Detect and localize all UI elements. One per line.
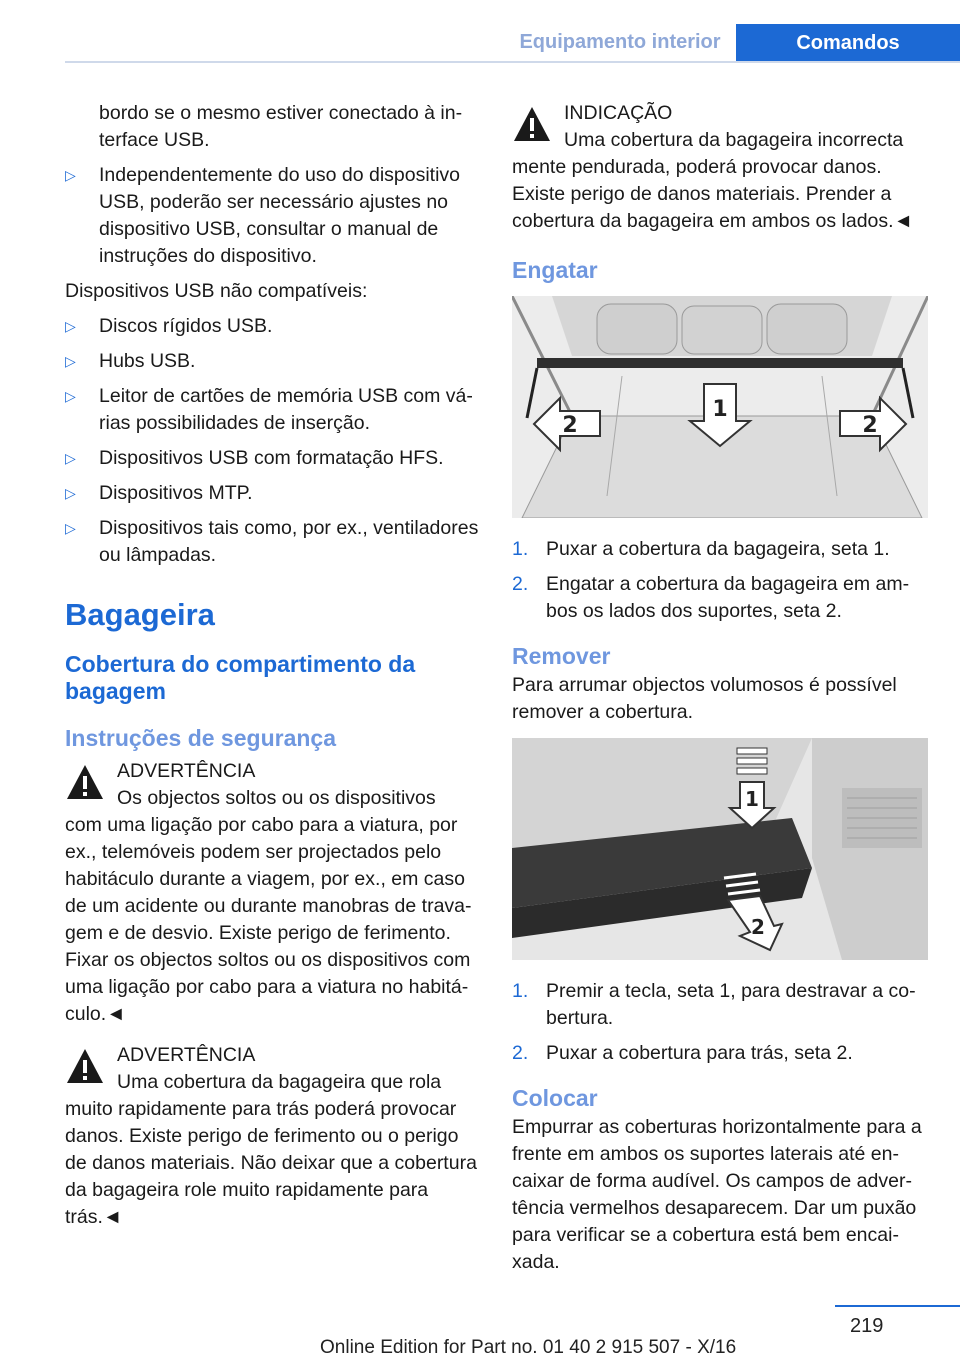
engatar-heading: Engatar [512,257,598,283]
triangle-bullet-icon: ▷ [65,167,76,183]
safety-heading: Instruções de segurança [65,725,336,751]
step-text: Puxar a cobertura para trás, seta 2. [546,1042,853,1064]
step-text: Premir a tecla, seta 1, para destravar a cobertura. [546,980,916,1029]
header-rule [65,61,960,63]
step-number: 1. [512,980,529,1002]
colocar-heading: Colocar [512,1085,598,1111]
step-number: 2. [512,1042,529,1064]
list-item-text: Leitor de cartões de memória USB com várias possibilidades de inserção. [99,385,473,434]
remover-heading: Remover [512,643,611,669]
right-column [512,100,932,1276]
list-item [65,445,485,472]
arrow-label: 2 [751,915,765,939]
warning-text: com uma ligação por cabo para a viatura, por ex., telemóveis podem ser projectados pelo habitáculo durante a viagem, por ex., em caso de um acidente ou durante manobras de travagem e de desvio. Existe perigo de ferimento. Fixar os objectos soltos ou os dispositivos com uma ligação por cabo para a viatura no habitáculo.◄ [65,814,472,1025]
triangle-bullet-icon: ▷ [65,353,76,369]
step-number: 2. [512,573,529,595]
note-text: mente pendurada, poderá provocar danos. Existe perigo de danos materiais. Prender a cobertura da bagageira em ambos os lados.◄ [512,156,913,232]
note-first-line: Uma cobertura da bagageira incorrecta [564,129,904,151]
cargo-cover-engage-illustration [512,296,928,518]
arrow-label: 1 [745,787,759,811]
section-title: Bagageira [65,597,215,632]
list-item [512,978,932,1032]
incompat-heading: Dispositivos USB não compatíveis: [65,280,368,302]
warning-title: ADVERTÊNCIA [117,760,256,782]
list-item [512,536,932,563]
list-item-text: Dispositivos USB com formatação HFS. [99,447,444,469]
continued-text: bordo se o mesmo estiver conectado à interface USB. [99,102,463,151]
remover-text: Para arrumar objectos volumosos é possível remover a cobertura. [512,674,897,723]
step-text: Puxar a cobertura da bagageira, seta 1. [546,538,890,560]
list-item-text: Dispositivos MTP. [99,482,253,504]
list-item [65,348,485,375]
arrow-label: 2 [562,413,578,438]
header-chapter: Comandos [736,24,960,63]
warning-text: muito rapidamente para trás poderá provocar danos. Existe perigo de ferimento ou o perigo de danos materiais. Não deixar que a cobertura da bagageira role muito rapidamente para trás.◄ [65,1098,477,1228]
list-item-text: Dispositivos tais como, por ex., ventiladores ou lâmpadas. [99,517,479,566]
warning-block [65,758,485,1028]
arrow-label: 2 [862,413,878,438]
arrow-label: 1 [712,397,728,422]
left-column [65,100,485,1245]
step-text: Engatar a cobertura da bagageira em ambos os lados dos suportes, seta 2. [546,573,910,622]
note-title: INDICAÇÃO [564,102,673,124]
list-item [512,1040,932,1067]
triangle-bullet-icon: ▷ [65,450,76,466]
triangle-bullet-icon: ▷ [65,318,76,334]
warning-first-line: Os objectos soltos ou os dispositivos [117,787,436,809]
warning-title: ADVERTÊNCIA [117,1044,256,1066]
list-item [65,162,485,270]
footer-edition: Online Edition for Part no. 01 40 2 915 507 - X/16 [320,1337,737,1358]
list-item-text: Hubs USB. [99,350,196,372]
list-item [65,383,485,437]
step-number: 1. [512,538,529,560]
warning-block [65,1042,485,1231]
list-item [512,571,932,625]
list-item-text: Independentemente do uso do dispositivo USB, poderão ser necessário ajustes no dispositivo USB, consultar o manual de instruções do dispositivo. [99,164,461,267]
colocar-text: Empurrar as coberturas horizontalmente para a frente em ambos os suportes laterais até encaixar de forma audível. Os campos de advertência vermelhos desaparecem. Dar um puxão para verificar se a cobertura está bem encaixada. [512,1116,922,1273]
list-item [65,480,485,507]
list-item [65,515,485,569]
warning-first-line: Uma cobertura da bagageira que rola [117,1071,442,1093]
list-item [65,313,485,340]
warning-triangle-icon [512,104,552,144]
cargo-cover-remove-illustration [512,738,928,960]
note-block [512,100,932,235]
warning-triangle-icon [65,1046,105,1086]
header-section: Equipamento interior [519,31,721,53]
triangle-bullet-icon: ▷ [65,388,76,404]
warning-triangle-icon [65,762,105,802]
list-item-text: Discos rígidos USB. [99,315,273,337]
triangle-bullet-icon: ▷ [65,520,76,536]
subsection-title: Cobertura do compartimento da bagagem [65,651,416,704]
triangle-bullet-icon: ▷ [65,485,76,501]
footer-rule [835,1305,960,1307]
page-number: 219 [850,1315,884,1337]
